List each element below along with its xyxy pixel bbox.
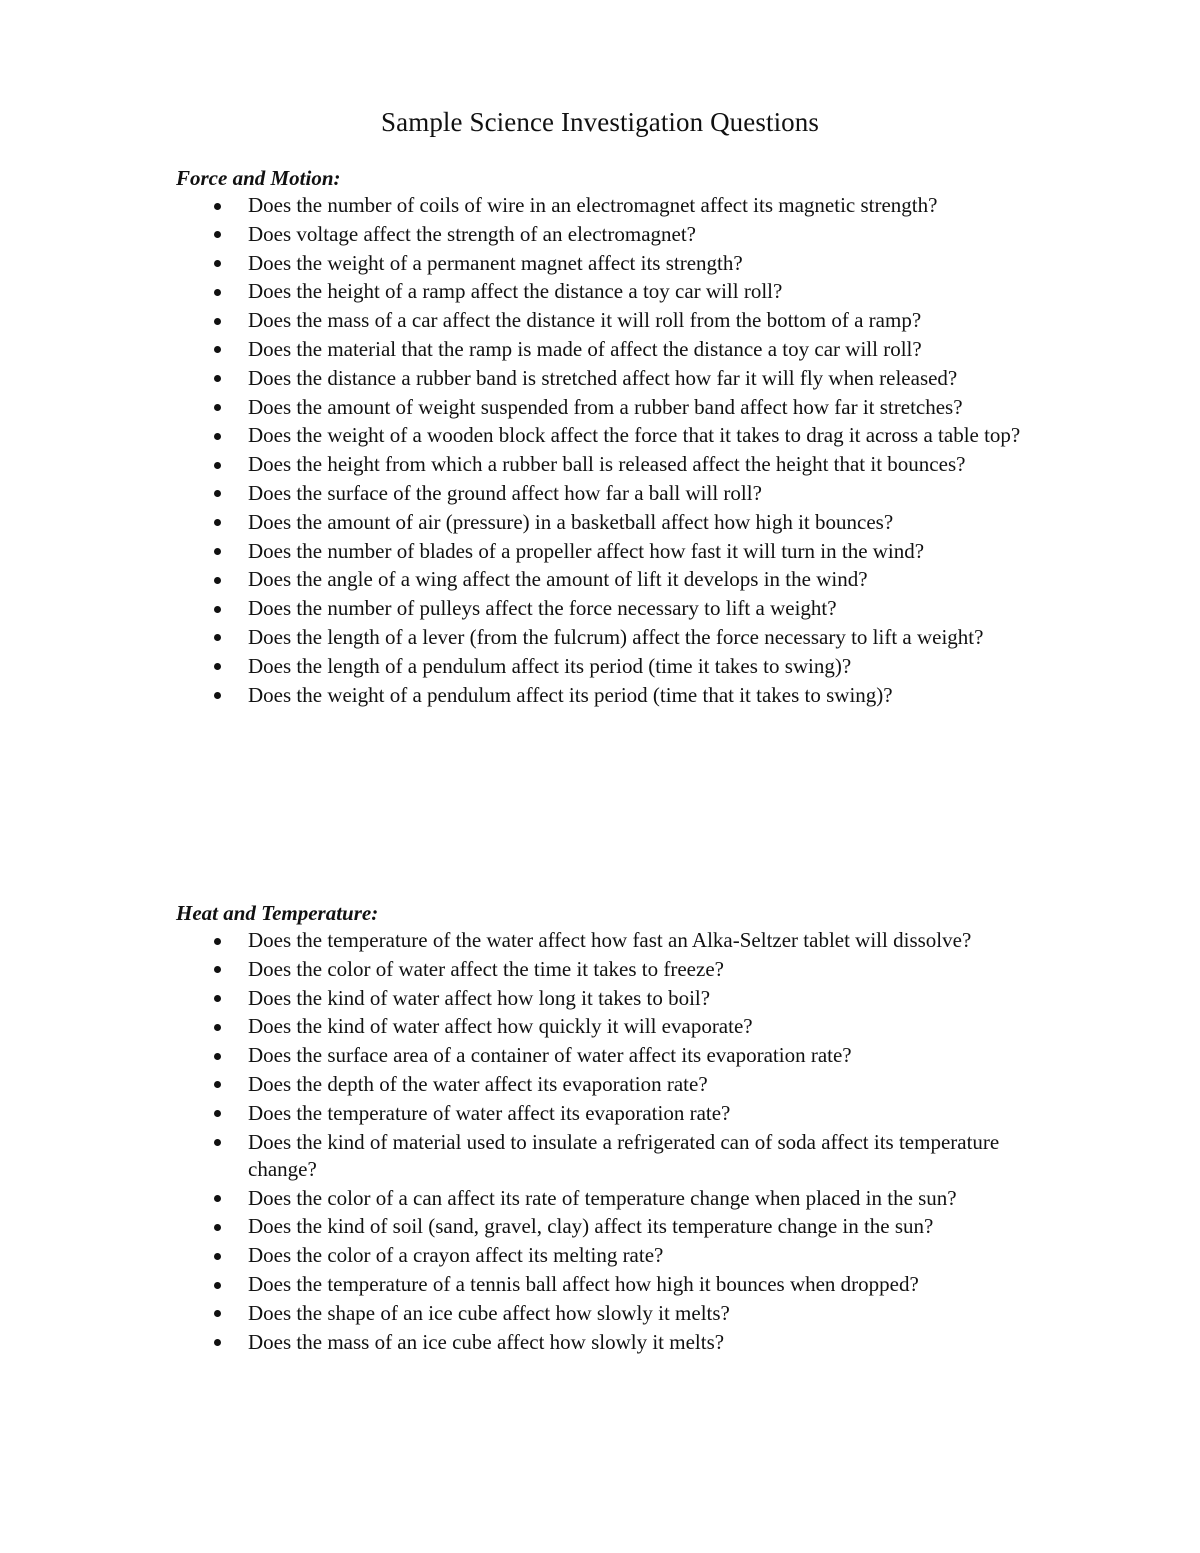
list-item <box>176 538 1056 565</box>
bullet-icon <box>214 375 221 382</box>
bullet-icon <box>214 1253 221 1260</box>
list-item <box>176 653 1056 680</box>
list-item <box>176 1071 1056 1098</box>
question-text: Does the material that the ramp is made of affect the distance a toy car will roll? <box>248 336 922 361</box>
bullet-icon <box>214 490 221 497</box>
list-item <box>176 509 1056 536</box>
list-item <box>176 595 1056 622</box>
list-item <box>176 192 1056 219</box>
question-text: Does the kind of water affect how quickly it will evaporate? <box>248 1014 753 1039</box>
list-item <box>176 221 1056 248</box>
question-text: Does the shape of an ice cube affect how slowly it melts? <box>248 1300 730 1325</box>
list-item <box>176 1129 1056 1184</box>
question-text: Does the surface area of a container of water affect its evaporation rate? <box>248 1043 852 1068</box>
bullet-icon <box>214 289 221 296</box>
bullet-icon <box>214 1224 221 1231</box>
bullet-icon <box>214 1282 221 1289</box>
bullet-icon <box>214 404 221 411</box>
bullet-icon <box>214 1310 221 1317</box>
list-item <box>176 682 1056 709</box>
question-text: Does the weight of a pendulum affect its period (time that it takes to swing)? <box>248 682 893 707</box>
list-item <box>176 250 1056 277</box>
bullet-icon <box>214 231 221 238</box>
bullet-icon <box>214 577 221 584</box>
list-item <box>176 1013 1056 1040</box>
list-item <box>176 1185 1056 1212</box>
list-item <box>176 956 1056 983</box>
bullet-icon <box>214 1024 221 1031</box>
list-item <box>176 566 1056 593</box>
question-text: Does the kind of material used to insulate a refrigerated can of soda affect its temperature change? <box>248 1129 1000 1181</box>
list-item <box>176 624 1056 651</box>
question-text: Does the temperature of a tennis ball affect how high it bounces when dropped? <box>248 1272 919 1297</box>
list-item <box>176 307 1056 334</box>
question-text: Does the color of a crayon affect its melting rate? <box>248 1243 664 1268</box>
question-text: Does the number of blades of a propeller affect how fast it will turn in the wind? <box>248 538 925 563</box>
bullet-icon <box>214 462 221 469</box>
section-force-and-motion <box>176 164 1056 710</box>
bullet-icon <box>214 260 221 267</box>
question-text: Does the depth of the water affect its evaporation rate? <box>248 1071 708 1096</box>
question-text: Does the number of coils of wire in an electromagnet affect its magnetic strength? <box>248 193 938 217</box>
bullet-icon <box>214 203 221 210</box>
bullet-icon <box>214 519 221 526</box>
question-list <box>176 927 1056 1356</box>
list-item <box>176 365 1056 392</box>
bullet-icon <box>214 1139 221 1146</box>
question-text: Does the length of a lever (from the fulcrum) affect the force necessary to lift a weight? <box>248 624 984 649</box>
bullet-icon <box>214 1339 221 1346</box>
bullet-icon <box>214 938 221 945</box>
bullet-icon <box>214 1110 221 1117</box>
section-heading: Heat and Temperature: <box>176 901 379 925</box>
bullet-icon <box>214 1053 221 1060</box>
bullet-icon <box>214 663 221 670</box>
question-text: Does the height from which a rubber ball is released affect the height that it bounces? <box>248 452 966 477</box>
bullet-icon <box>214 548 221 555</box>
question-text: Does the number of pulleys affect the force necessary to lift a weight? <box>248 596 837 621</box>
list-item <box>176 451 1056 478</box>
bullet-icon <box>214 433 221 440</box>
question-text: Does voltage affect the strength of an electromagnet? <box>248 221 697 246</box>
question-text: Does the length of a pendulum affect its period (time it takes to swing)? <box>248 653 852 678</box>
question-text: Does the kind of soil (sand, gravel, clay) affect its temperature change in the sun? <box>248 1214 934 1239</box>
question-text: Does the color of water affect the time it takes to freeze? <box>248 956 724 981</box>
list-item <box>176 278 1056 305</box>
bullet-icon <box>214 1195 221 1202</box>
section-heat-and-temperature <box>176 899 1056 1357</box>
list-item <box>176 422 1056 449</box>
list-item <box>176 480 1056 507</box>
question-text: Does the temperature of water affect its evaporation rate? <box>248 1100 731 1125</box>
list-item <box>176 985 1056 1012</box>
question-text: Does the amount of air (pressure) in a basketball affect how high it bounces? <box>248 509 894 534</box>
question-text: Does the height of a ramp affect the distance a toy car will roll? <box>248 279 783 304</box>
list-item <box>176 1329 1056 1356</box>
list-item <box>176 927 1056 954</box>
list-item <box>176 1300 1056 1327</box>
question-text: Does the color of a can affect its rate of temperature change when placed in the sun? <box>248 1185 957 1210</box>
list-item <box>176 1242 1056 1269</box>
question-list <box>176 192 1056 709</box>
question-text: Does the kind of water affect how long it takes to boil? <box>248 985 711 1010</box>
list-item <box>176 394 1056 421</box>
bullet-icon <box>214 692 221 699</box>
list-item <box>176 336 1056 363</box>
question-text: Does the weight of a wooden block affect the force that it takes to drag it across a table top? <box>248 423 1021 448</box>
question-text: Does the amount of weight suspended from a rubber band affect how far it stretches? <box>248 394 963 419</box>
bullet-icon <box>214 1081 221 1088</box>
page-title: Sample Science Investigation Questions <box>381 107 819 137</box>
question-text: Does the mass of an ice cube affect how slowly it melts? <box>248 1329 725 1354</box>
question-text: Does the angle of a wing affect the amount of lift it develops in the wind? <box>248 567 868 592</box>
bullet-icon <box>214 995 221 1002</box>
list-item <box>176 1271 1056 1298</box>
bullet-icon <box>214 346 221 353</box>
question-text: Does the distance a rubber band is stretched affect how far it will fly when released? <box>248 365 958 390</box>
section-heading: Force and Motion: <box>176 166 341 190</box>
question-text: Does the surface of the ground affect how far a ball will roll? <box>248 480 762 505</box>
list-item <box>176 1042 1056 1069</box>
question-text: Does the weight of a permanent magnet affect its strength? <box>248 250 743 275</box>
bullet-icon <box>214 606 221 613</box>
list-item <box>176 1213 1056 1240</box>
bullet-icon <box>214 634 221 641</box>
question-text: Does the temperature of the water affect how fast an Alka-Seltzer tablet will dissolve? <box>248 928 972 952</box>
bullet-icon <box>214 966 221 973</box>
question-text: Does the mass of a car affect the distance it will roll from the bottom of a ramp? <box>248 308 922 333</box>
list-item <box>176 1100 1056 1127</box>
bullet-icon <box>214 318 221 325</box>
